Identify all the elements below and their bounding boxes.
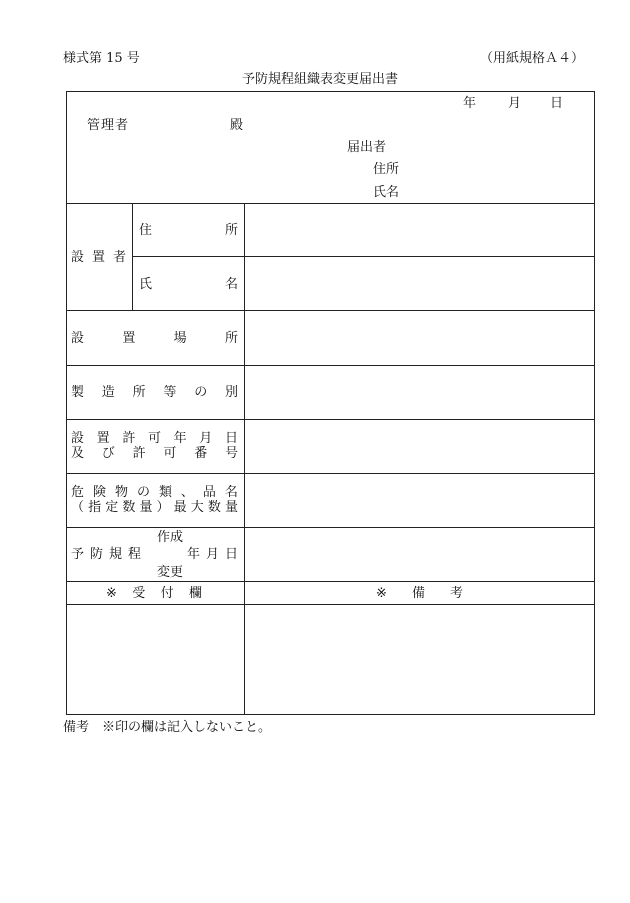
facility-type-label: 製 造 所 等 の 別 — [71, 385, 238, 400]
row-divider — [66, 419, 595, 420]
row-divider — [66, 604, 595, 605]
remarks-column-header: ※ 備 考 — [376, 586, 463, 601]
column-divider — [244, 203, 245, 715]
row-divider — [66, 365, 595, 366]
row-divider — [66, 527, 595, 528]
paper-size-label: （用紙規格Ａ４） — [480, 51, 585, 66]
form-number: 様式第 15 号 — [63, 51, 140, 66]
column-divider — [132, 203, 133, 310]
prevention-rules-label: 予 防 規 程 — [71, 547, 141, 562]
rules-created-label: 作成 — [157, 530, 184, 545]
location-label: 設 置 場 所 — [71, 331, 238, 346]
permit-number-label: 及 び 許 可 番 号 — [71, 446, 238, 461]
installer-name-label: 氏 名 — [139, 277, 238, 292]
row-divider — [66, 473, 595, 474]
notifier-name-label: 氏名 — [373, 185, 400, 200]
row-divider — [66, 203, 595, 204]
row-divider — [66, 310, 595, 311]
hazmat-quantity-label: （ 指 定 数 量 ） 最 大 数 量 — [71, 500, 238, 515]
honorific-label: 殿 — [230, 118, 244, 133]
permit-date-label: 設 置 許 可 年 月 日 — [71, 431, 238, 446]
notifier-address-label: 住所 — [373, 162, 400, 177]
form-table — [66, 91, 595, 715]
footnote: 備考 ※印の欄は記入しないこと。 — [63, 720, 272, 735]
installer-label: 設 置 者 — [71, 250, 126, 265]
hazmat-type-label: 危 険 物 の 類 、 品 名 — [71, 485, 238, 500]
row-divider — [66, 581, 595, 582]
document-title: 予防規程組織表変更届出書 — [242, 72, 399, 87]
date-month-label: 月 — [508, 96, 522, 111]
rules-date-label: 年 月 日 — [187, 547, 238, 562]
installer-address-label: 住 所 — [139, 223, 238, 238]
recipient-label: 管理者 — [87, 118, 130, 133]
row-divider — [132, 256, 595, 257]
rules-changed-label: 変更 — [157, 565, 184, 580]
date-day-label: 日 — [550, 96, 564, 111]
date-year-label: 年 — [463, 96, 477, 111]
receipt-column-header: ※ 受 付 欄 — [106, 586, 202, 601]
notifier-label: 届出者 — [347, 140, 387, 155]
